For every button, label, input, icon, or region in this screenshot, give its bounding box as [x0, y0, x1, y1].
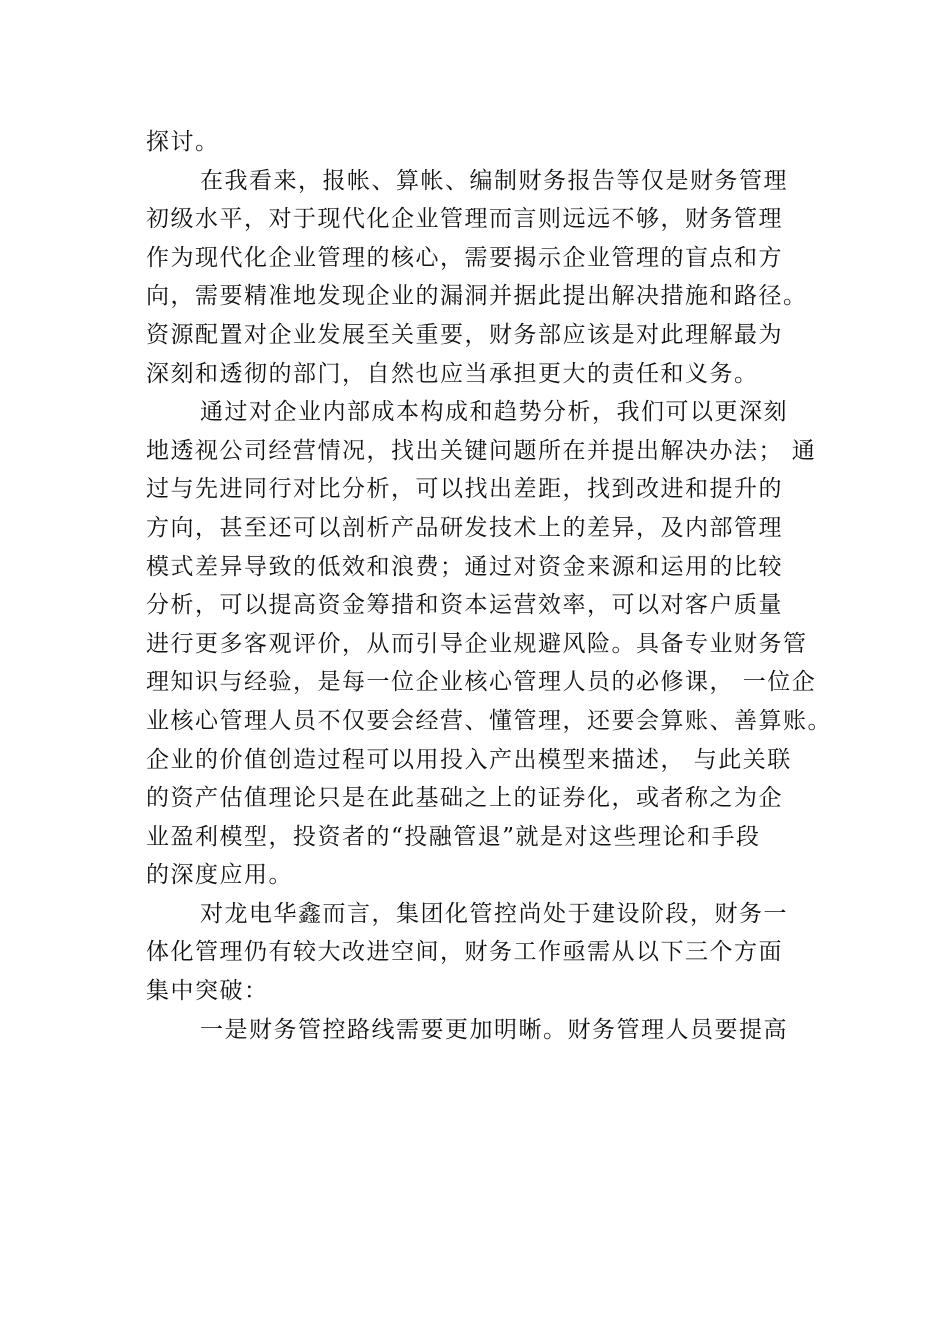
- text-line: 初级水平，对于现代化企业管理而言则远远不够，财务管理: [146, 206, 783, 233]
- text-line: 业盈利模型，投资者的“投融管退”就是对这些理论和手段: [146, 823, 761, 850]
- text-line: 理知识与经验，是每一位企业核心管理人员的必修课， 一位企: [146, 669, 817, 696]
- text-line: 集中突破：: [146, 978, 269, 1005]
- text-line: 模式差异导致的低效和浪费；通过对资金来源和运用的比较: [146, 553, 783, 580]
- text-line: 进行更多客观评价，从而引导企业规避风险。具备专业财务管: [146, 630, 808, 657]
- text-line: 通过对企业内部成本构成和趋势分析，我们可以更深刻: [200, 399, 788, 426]
- text-line: 地透视公司经营情况，找出关键问题所在并提出解决办法； 通: [146, 437, 817, 464]
- text-line: 的资产估值理论只是在此基础之上的证券化，或者称之为企: [146, 785, 783, 812]
- text-line: 方向，甚至还可以剖析产品研发技术上的差异，及内部管理: [146, 514, 783, 541]
- text-line: 过与先进同行对比分析，可以找出差距，找到改进和提升的: [146, 476, 783, 503]
- body-text: [146, 123, 846, 1049]
- text-line: 业核心管理人员不仅要会经营、懂管理，还要会算账、善算账。: [146, 707, 832, 734]
- text-line: 体化管理仍有较大改进空间，财务工作亟需从以下三个方面: [146, 939, 783, 966]
- text-line: 探讨。: [146, 129, 220, 155]
- text-line: 深刻和透彻的部门，自然也应当承担更大的责任和义务。: [146, 360, 759, 387]
- text-line: 向，需要精准地发现企业的漏洞并据此提出解决措施和路径。: [146, 283, 808, 310]
- text-line: 分析，可以提高资金筹措和资本运营效率，可以对客户质量: [146, 592, 783, 619]
- text-line: 一是财务管控路线需要更加明晰。财务管理人员要提高: [200, 1016, 788, 1043]
- text-line: 对龙电华鑫而言，集团化管控尚处于建设阶段，财务一: [200, 900, 788, 927]
- text-line: 在我看来，报帐、算帐、编制财务报告等仅是财务管理: [200, 167, 788, 194]
- text-line: 资源配置对企业发展至关重要，财务部应该是对此理解最为: [146, 321, 783, 348]
- text-line: 企业的价值创造过程可以用投入产出模型来描述， 与此关联: [146, 746, 792, 773]
- text-line: 作为现代化企业管理的核心，需要揭示企业管理的盲点和方: [146, 244, 783, 271]
- text-line: 的深度应用。: [146, 862, 293, 889]
